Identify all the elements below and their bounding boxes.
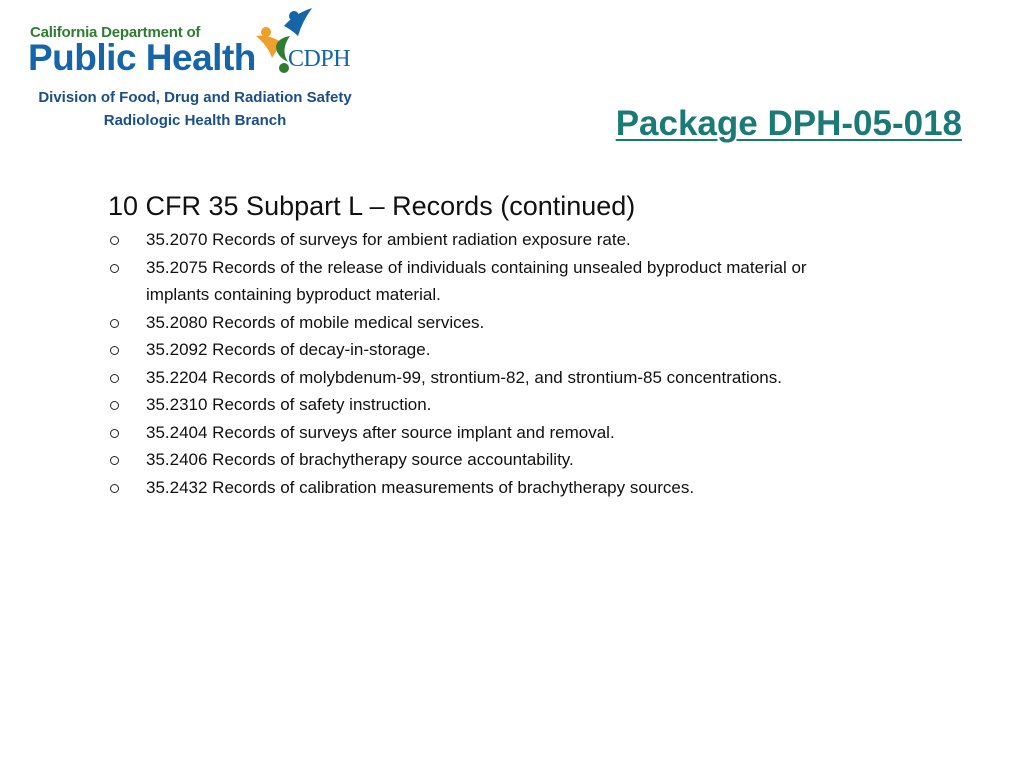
logo-public-health-text: Public Health	[28, 37, 256, 78]
hollow-circle-bullet-icon	[110, 319, 119, 328]
hollow-circle-bullet-icon	[110, 264, 119, 273]
list-item-text: 35.2092 Records of decay-in-storage.	[146, 340, 431, 359]
list-item	[108, 336, 868, 364]
hollow-circle-bullet-icon	[110, 456, 119, 465]
list-item	[108, 419, 868, 447]
cdph-logo	[28, 6, 358, 84]
list-item	[108, 446, 868, 474]
list-item-text: 35.2310 Records of safety instruction.	[146, 395, 432, 414]
list-item-text: 35.2406 Records of brachytherapy source accountability.	[146, 450, 574, 469]
slide-content	[108, 188, 868, 501]
hollow-circle-bullet-icon	[110, 236, 119, 245]
hollow-circle-bullet-icon	[110, 374, 119, 383]
records-list	[108, 226, 868, 501]
logo-department-text: California Department of	[30, 24, 201, 41]
list-item	[108, 226, 868, 254]
division-block	[0, 86, 390, 132]
list-item-text: 35.2080 Records of mobile medical services.	[146, 312, 485, 332]
list-item	[108, 364, 868, 392]
list-item-text: 35.2204 Records of molybdenum-99, strontium-82, and strontium-85 concentrations.	[146, 367, 782, 387]
hollow-circle-bullet-icon	[110, 484, 119, 493]
list-item-text: 35.2432 Records of calibration measurements of brachytherapy sources.	[146, 477, 695, 497]
logo-abbrev-text: CDPH	[288, 46, 351, 72]
list-item	[108, 309, 868, 337]
list-item-text: 35.2070 Records of surveys for ambient radiation exposure rate.	[146, 230, 631, 249]
branch-name: Radiologic Health Branch	[103, 112, 287, 129]
section-heading: 10 CFR 35 Subpart L – Records (continued)	[108, 191, 636, 221]
list-item-text: 35.2404 Records of surveys after source implant and removal.	[146, 422, 615, 442]
list-item	[108, 474, 868, 502]
package-title: Package DPH-05-018	[615, 104, 962, 143]
division-name: Division of Food, Drug and Radiation Safety	[38, 89, 352, 106]
hollow-circle-bullet-icon	[110, 429, 119, 438]
hollow-circle-bullet-icon	[110, 401, 119, 410]
list-item	[108, 391, 868, 419]
list-item-text: 35.2075 Records of the release of individuals containing unsealed byproduct material or implants containing byproduct material.	[146, 257, 807, 304]
hollow-circle-bullet-icon	[110, 346, 119, 355]
list-item	[108, 254, 868, 309]
